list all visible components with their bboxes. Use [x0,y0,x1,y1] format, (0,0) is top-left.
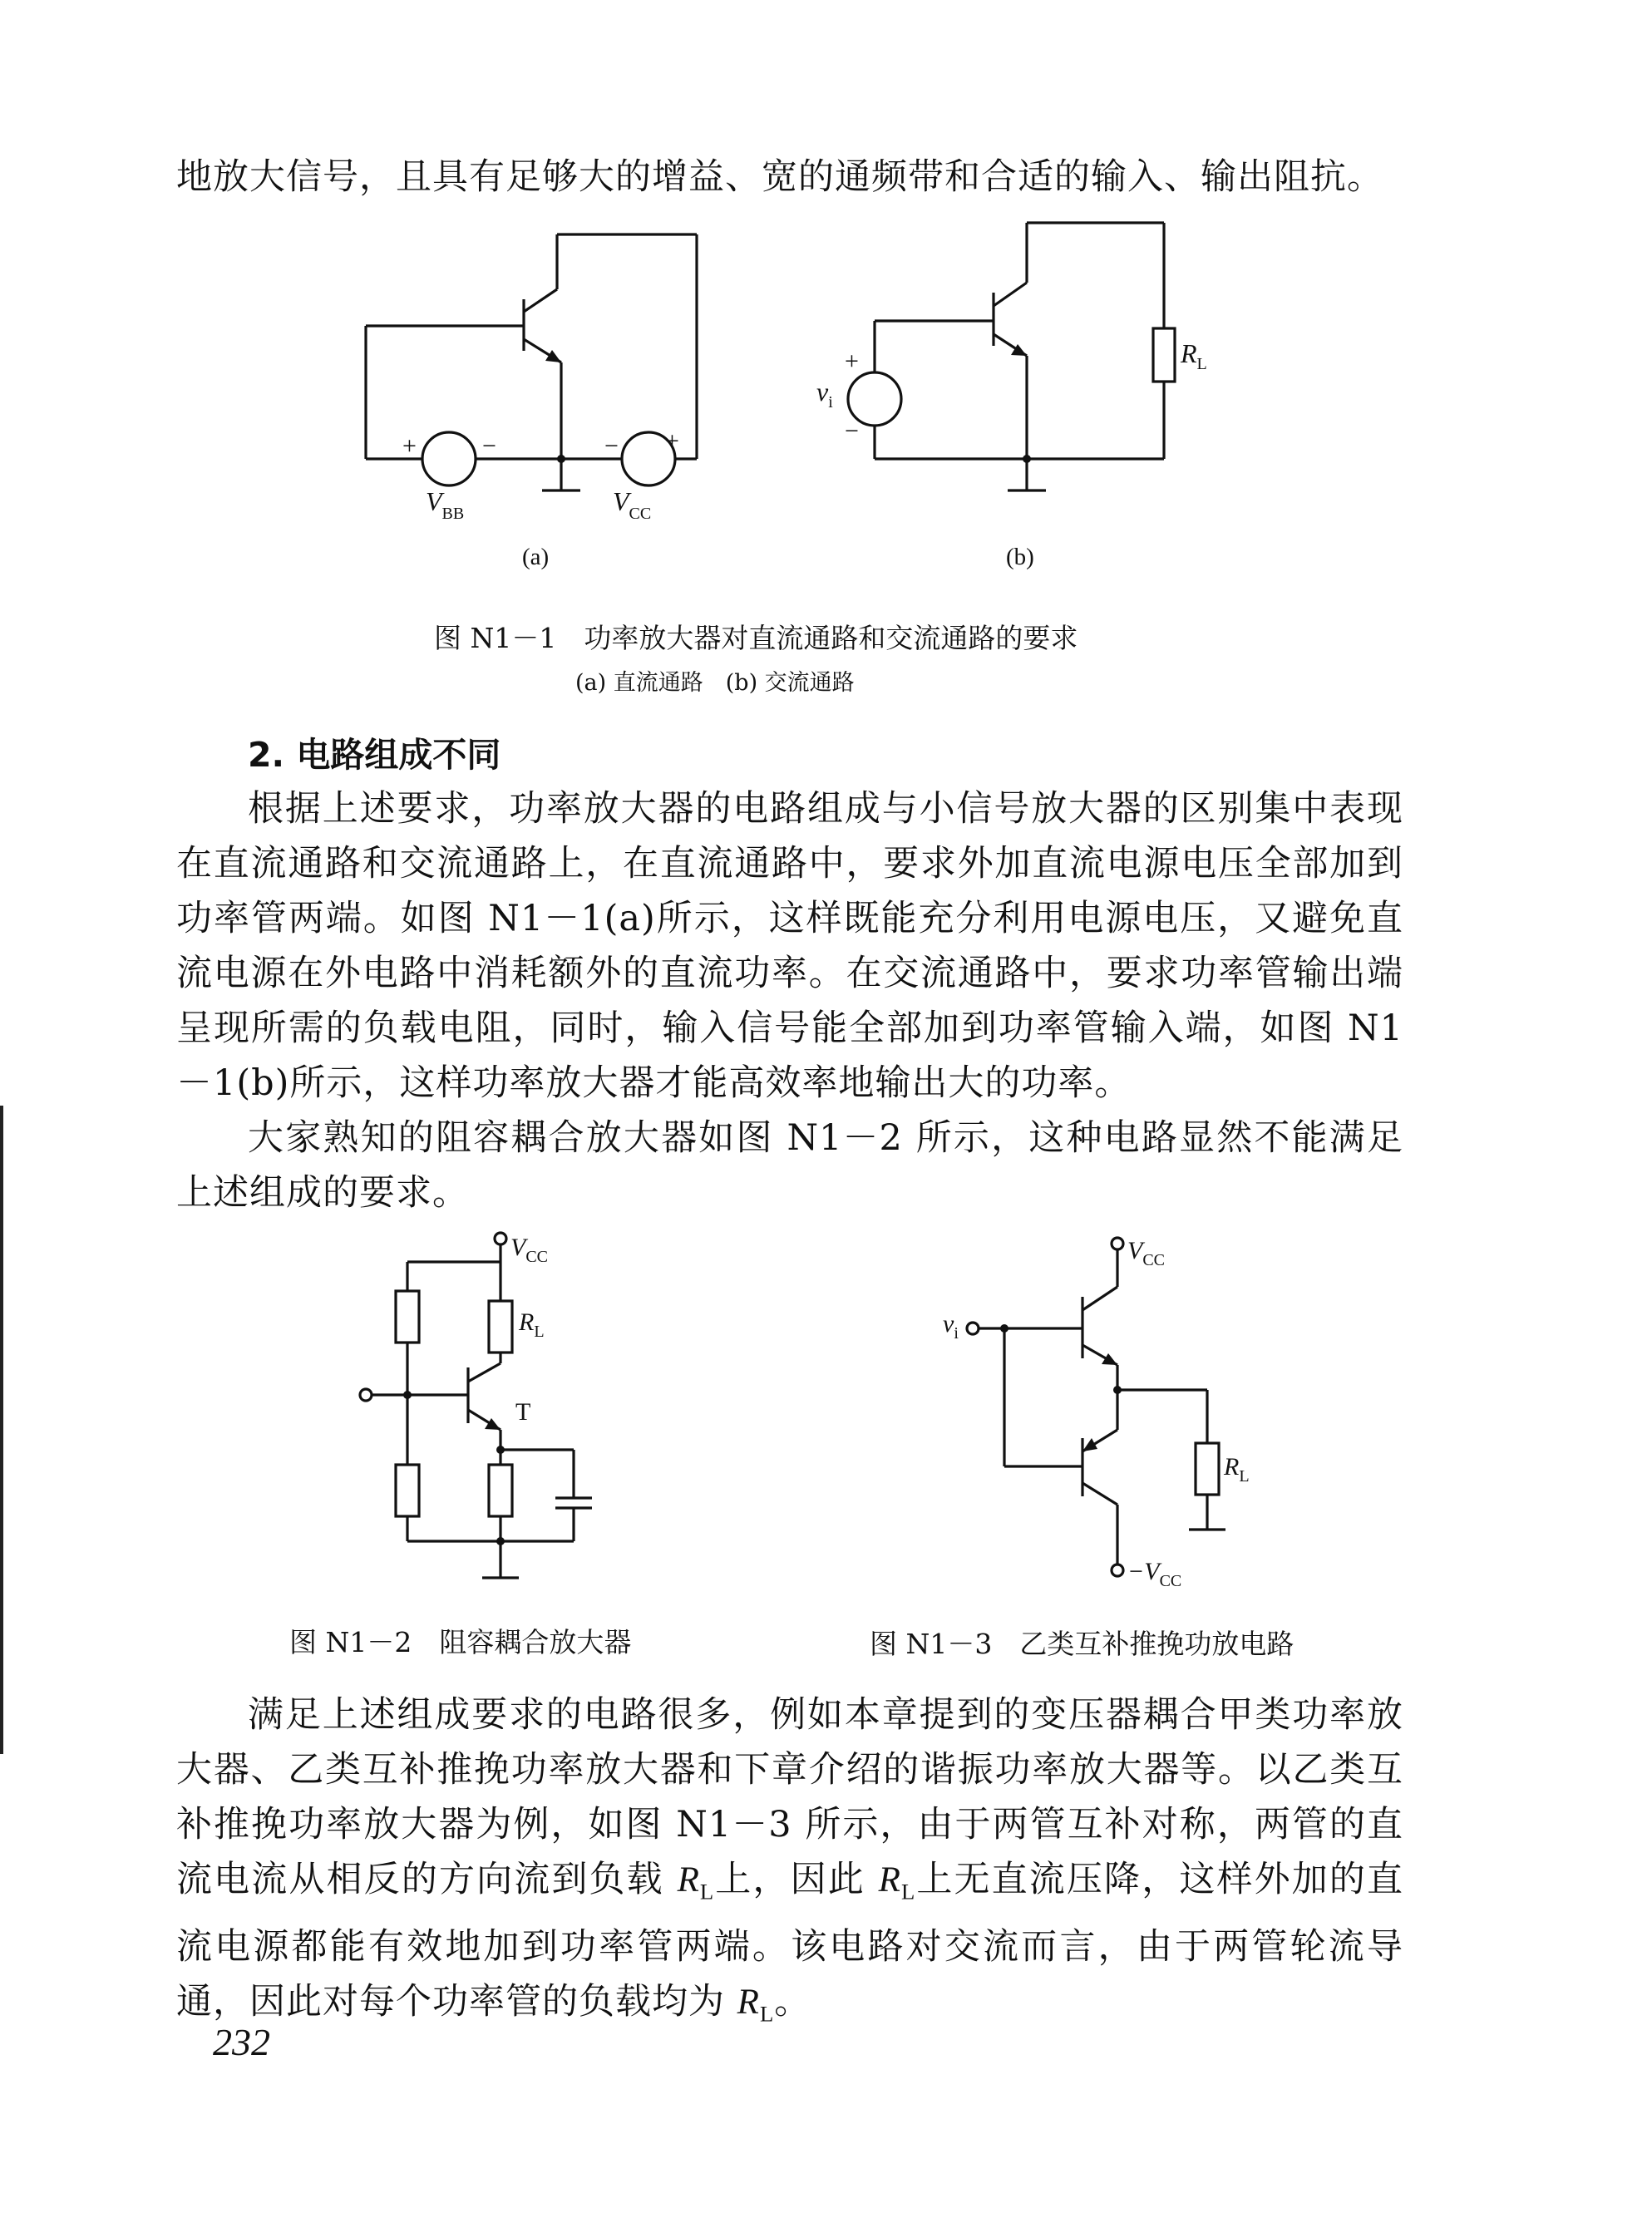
paragraph-text-part-1: 满足上述组成要求的电路很多，例如本章提到的变压器耦合甲类功率放大器、乙类互补推挽功率放大器和下章介绍的谐振功率放大器等。以乙类互补推挽功率放大器为例，如图 N1－3 所示，由于两管互补对称，两管的直流电流从相反的方向流到负载 [176,1694,1403,1900]
vcc-minus-sign: − [604,432,619,460]
n1-3-neg-vcc-label: $-V_{CC}$ [1127,1558,1182,1590]
circuit-rc-coupled-amplifier [360,1233,592,1578]
figure-n1-1a-label: (a) [522,544,550,570]
rl-symbol: $R_L$ [737,1982,775,2027]
rl-symbol: $R_L$ [878,1860,916,1904]
vi-plus-sign: + [845,347,859,375]
paragraph-text-part-4: 。 [774,1980,811,2023]
paragraph-continuation: 地放大信号，且具有足够大的增益、宽的通频带和合适的输入、输出阻抗。 [176,156,1383,198]
vbb-label: $V_{BB}$ [426,486,465,523]
vbb-plus-sign: + [402,432,417,460]
rl-symbol: $R_L$ [677,1860,715,1904]
section-heading: 2. 电路组成不同 [248,735,501,775]
paragraph-rc-coupled: 大家熟知的阻容耦合放大器如图 N1－2 所示，这种电路显然不能满足上述组成的要求。 [176,1117,1403,1214]
paragraph-text-part-3: 上无直流压降，这样外加的直流电源都能有效地加到功率管两端。该电路对交流而言，由于两管轮流导通，因此对每个功率管的负载均为 [176,1859,1404,2023]
page-number: 232 [213,2021,270,2063]
n1-2-transistor-label: T [515,1398,531,1426]
n1-3-vcc-label: $V_{CC}$ [1127,1237,1166,1269]
n1-2-vcc-label: $V_{CC}$ [510,1234,549,1266]
vbb-minus-sign: − [482,432,496,460]
figure-n1-2-caption: 图 N1－2 阻容耦合放大器 [289,1626,632,1658]
circuit-complementary-push-pull [943,1237,1250,1590]
rl-label: $R_L$ [1181,338,1207,373]
paragraph-push-pull-example [176,1688,1403,2041]
vcc-plus-sign: + [665,427,679,455]
figure-n1-1b-label: (b) [1006,544,1034,570]
vi-label: $v_i$ [816,377,833,411]
figure-n1-3-caption: 图 N1－3 乙类互补推挽功放电路 [870,1628,1294,1660]
figure-n1-1-caption: 图 N1－1 功率放大器对直流通路和交流通路的要求 [434,622,1078,654]
paragraph-circuit-composition: 根据上述要求，功率放大器的电路组成与小信号放大器的区别集中表现在直流通路和交流通路上，在直流通路中，要求外加直流电源电压全部加到功率管两端。如图 N1－1(a)所示，这样既能充分利用电源电压，又避免直流电源在外电路中消耗额外的直流功率。在交流通路中，要求功率管输出端呈现所需的负载电阻，同时，输入信号能全部加到功率管输入端，如图 N1－1(b)所示，这样功率放大器才能高效率地输出大的功率。 [176,788,1403,1104]
vi-minus-sign: − [845,417,859,445]
figure-n1-1-subcaption: (a) 直流通路 (b) 交流通路 [575,670,855,696]
paragraph-text-part-2: 上，因此 [714,1859,879,1900]
n1-3-rl-label: $R_L$ [1224,1453,1250,1486]
n1-2-rl-label: $R_L$ [519,1308,545,1341]
n1-3-vi-label: $v_i$ [943,1310,959,1343]
vcc-label: $V_{CC}$ [613,486,652,523]
